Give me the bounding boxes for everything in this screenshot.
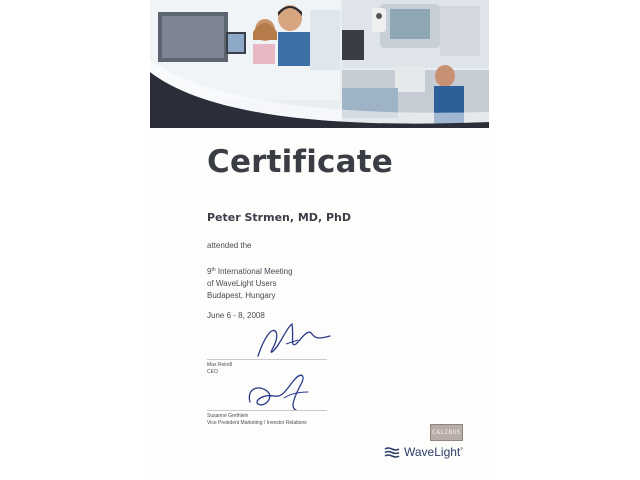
signatory-2	[207, 413, 307, 427]
header-photo-band	[150, 0, 489, 128]
stamp-text: CALIBUS	[432, 428, 461, 436]
signature-1-line	[207, 359, 327, 360]
certificate-page	[150, 0, 489, 480]
signature-1-image	[250, 318, 336, 362]
event-line-3: Budapest, Hungary	[207, 291, 276, 300]
signature-2-line	[207, 410, 327, 411]
signatory-1-name: Max Reindl	[207, 362, 233, 368]
wavelight-logo	[384, 445, 463, 459]
signatory-1	[207, 362, 232, 376]
event-ordinal-number: 9	[207, 267, 212, 276]
signature-2-image	[244, 368, 316, 414]
event-ordinal-suffix: th	[211, 267, 216, 273]
signatory-1-role: CEO	[207, 369, 218, 375]
certificate-title: Certificate	[207, 144, 393, 180]
stamp-logo	[430, 424, 463, 441]
event-line-1	[207, 264, 293, 278]
event-line-1-rest: International Meeting	[215, 267, 293, 276]
header-photos-illustration	[150, 0, 489, 128]
event-description	[207, 264, 293, 302]
wave-icon	[384, 446, 400, 458]
signatory-2-name: Susanne Grethlein	[207, 413, 249, 419]
brand-registered-mark: ®	[460, 446, 464, 451]
event-date: June 6 - 8, 2008	[207, 311, 265, 320]
attended-text: attended the	[207, 241, 252, 250]
brand-name	[404, 445, 463, 459]
signatory-2-role: Vice President Marketing / Investor Relations	[207, 420, 307, 426]
recipient-name: Peter Strmen, MD, PhD	[207, 211, 351, 224]
event-line-2: of WaveLight Users	[207, 279, 277, 288]
brand-name-text: WaveLight	[404, 445, 461, 459]
